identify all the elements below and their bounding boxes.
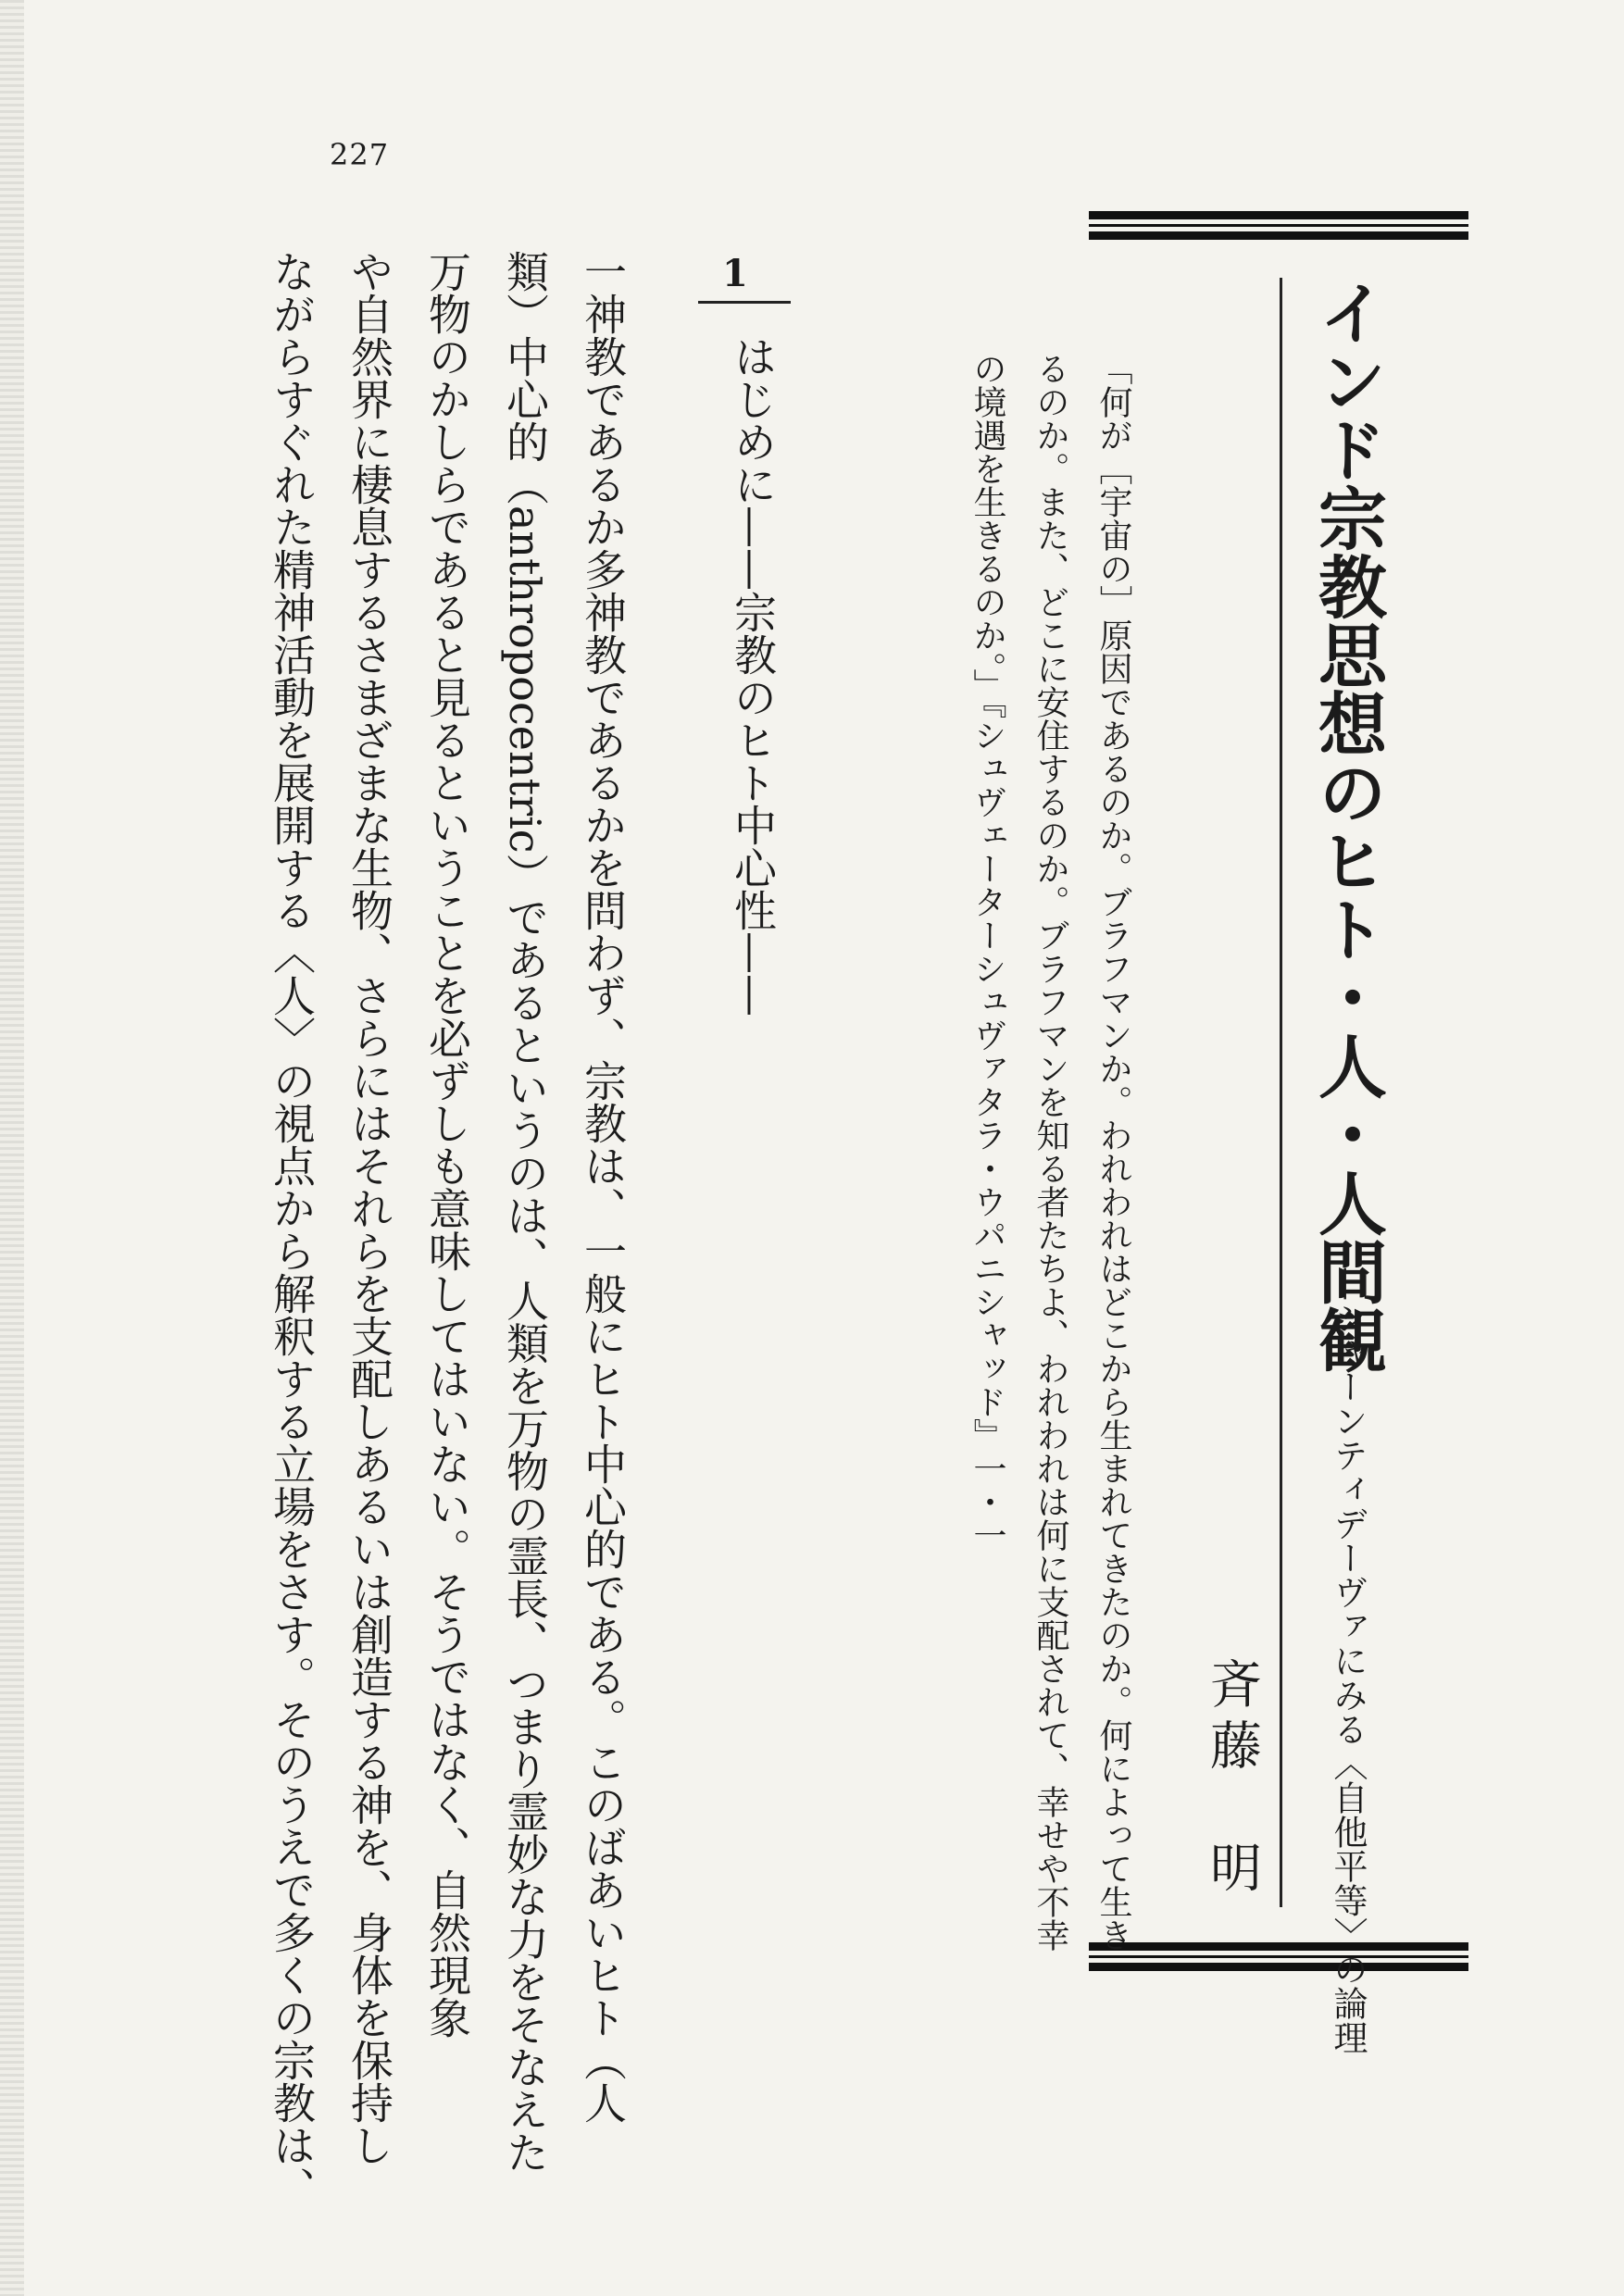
title-divider	[1280, 278, 1282, 1907]
epigraph	[885, 352, 1154, 1952]
epigraph-line: の境遇を生きるのか。」『シュヴェーターシュヴァタラ・ウパニシャッド』一・一	[968, 352, 1006, 1552]
section-rule	[698, 301, 791, 304]
epigraph-line: 「何が［宇宙の］原因であるのか。ブラフマンか。われわれはどこから生まれてきたのか。何によって生き	[1094, 352, 1132, 1952]
bottom-rule-1	[1089, 1942, 1468, 1951]
bottom-rule-2	[1089, 1955, 1468, 1958]
article-title: インド宗教思想のヒト・人・人間観	[1307, 278, 1387, 1374]
body-line: や自然界に棲息するさまざまな生物、さらにはそれらを支配しあるいは創造する神を、身体を保持し	[344, 250, 394, 2166]
author-name: 斉藤 明	[1202, 1657, 1262, 1902]
bottom-rule-3	[1089, 1963, 1468, 1971]
body-line: 万物のかしらであると見るということを必ずしも意味してはいない。そうではなく、自然現象	[422, 250, 472, 2039]
top-rule-2	[1089, 224, 1468, 227]
top-rule-1	[1089, 211, 1468, 219]
body-line: ながらすぐれた精神活動を展開する〈人〉の視点から解釈する立場をさす。そのうえで多くの宗教は、	[267, 250, 317, 2209]
section-title: はじめに——宗教のヒト中心性——	[728, 335, 778, 1017]
page-number: 227	[330, 137, 390, 172]
body-line: 類）中心的（anthropocentric）であるというのは、人類を万物の霊長、つまり霊妙な力をそなえた	[500, 250, 550, 2174]
top-rule-3	[1089, 231, 1468, 240]
section-number: 1	[722, 252, 748, 295]
article-subtitle: —シャーンティデーヴァにみる〈自他平等〉の論理	[1328, 1267, 1368, 2054]
epigraph-line: るのか。また、どこに安住するのか。ブラフマンを知る者たちよ、われわれは何に支配されて、幸せや不幸	[1031, 352, 1069, 1952]
scan-edge	[0, 0, 24, 2296]
body-line: 一神教であるか多神教であるかを問わず、宗教は、一般にヒト中心的である。このばあいヒト（人	[578, 250, 628, 2124]
